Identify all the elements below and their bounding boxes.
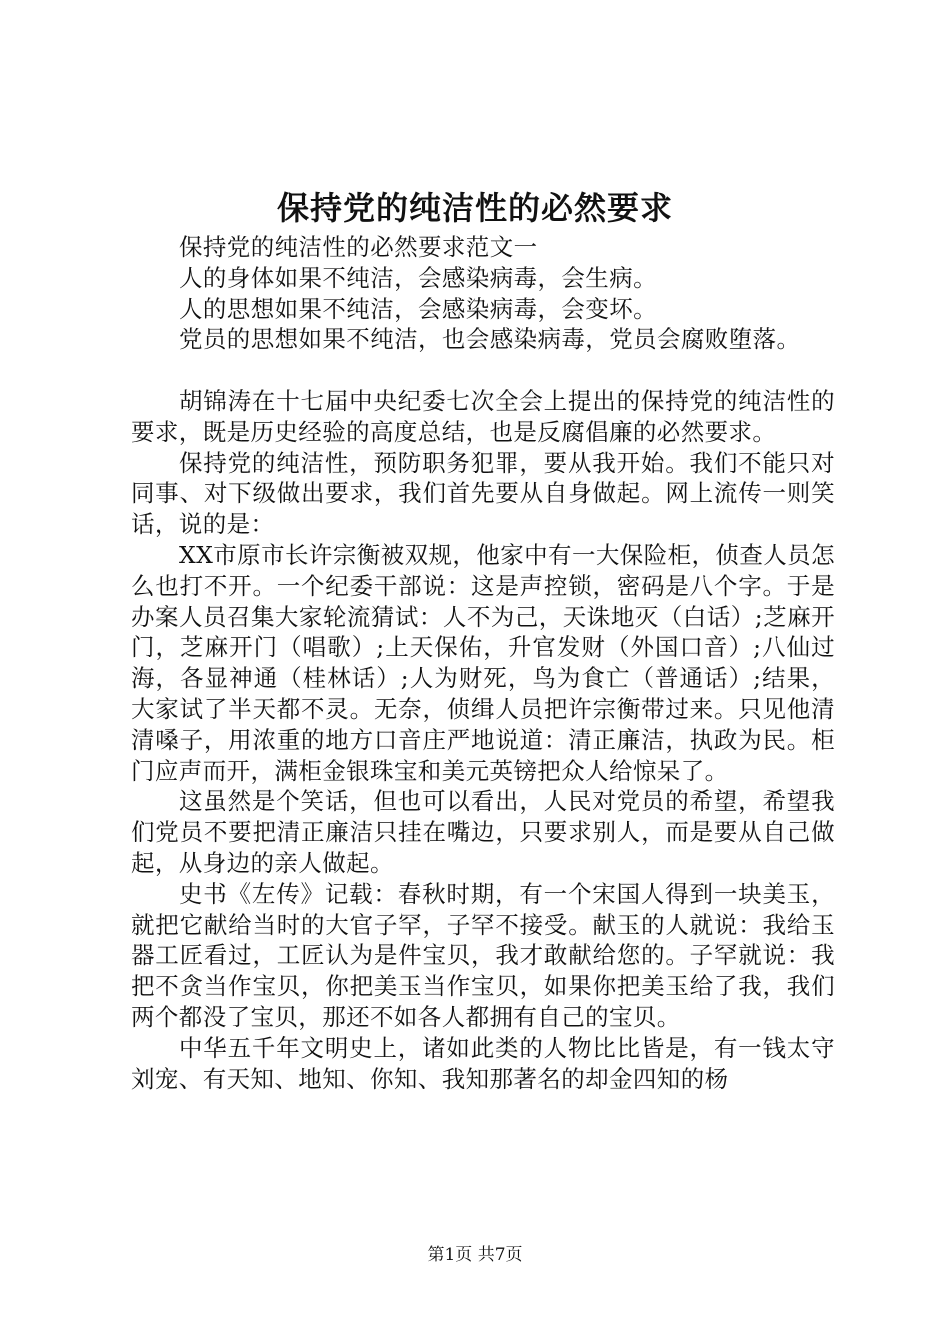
- intro-line: 人的身体如果不纯洁，会感染病毒，会生病。: [179, 263, 657, 292]
- page-title: 保持党的纯洁性的必然要求: [276, 189, 673, 227]
- paragraph: 这虽然是个笑话，但也可以看出，人民对党员的希望，希望我们党员不要把清正廉洁只挂在嘴边，只要求别人，而是要从自己做起，从身边的亲人做起。: [131, 787, 835, 877]
- document-body: [131, 232, 835, 1094]
- paragraph: XX市原市长许宗衡被双规，他家中有一大保险柜，侦查人员怎么也打不开。一个纪委干部说：这是声控锁，密码是八个字。于是办案人员召集大家轮流猜试：人不为己，天诛地灭（白话）;芝麻开门，芝麻开门（唱歌）;上天保佑，升官发财（外国口音）;八仙过海，各显神通（桂林话）;人为财死，鸟为食亡（普通话）;结果，大家试了半天都不灵。无奈，侦缉人员把许宗衡带过来。只见他清清嗓子，用浓重的地方口音庄严地说道：清正廉洁，执政为民。柜门应声而开，满柜金银珠宝和美元英镑把众人给惊呆了。: [131, 540, 835, 785]
- paragraph: 中华五千年文明史上，诸如此类的人物比比皆是，有一钱太守刘宠、有天知、地知、你知、我知那著名的却金四知的杨: [131, 1033, 835, 1093]
- subtitle-line: 保持党的纯洁性的必然要求范文一: [179, 233, 538, 261]
- paragraph: 史书《左传》记载：春秋时期，有一个宋国人得到一块美玉，就把它献给当时的大官子罕，子罕不接受。献玉的人就说：我给玉器工匠看过，工匠认为是件宝贝，我才敢献给您的。子罕就说：我把不贪当作宝贝，你把美玉当作宝贝，如果你把美玉给了我，我们两个都没了宝贝，那还不如各人都拥有自己的宝贝。: [131, 879, 835, 1031]
- intro-line: 党员的思想如果不纯洁，也会感染病毒，党员会腐败堕落。: [179, 325, 801, 354]
- intro-line: 人的思想如果不纯洁，会感染病毒，会变坏。: [179, 294, 657, 323]
- blank-line: [131, 355, 835, 386]
- paragraph: 保持党的纯洁性，预防职务犯罪，要从我开始。我们不能只对同事、对下级做出要求，我们首先要从自身做起。网上流传一则笑话，说的是：: [131, 448, 835, 539]
- paragraph: 胡锦涛在十七届中央纪委七次全会上提出的保持党的纯洁性的要求，既是历史经验的高度总结，也是反腐倡廉的必然要求。: [131, 386, 835, 446]
- page-footer: 第1页 共7页: [427, 1245, 523, 1265]
